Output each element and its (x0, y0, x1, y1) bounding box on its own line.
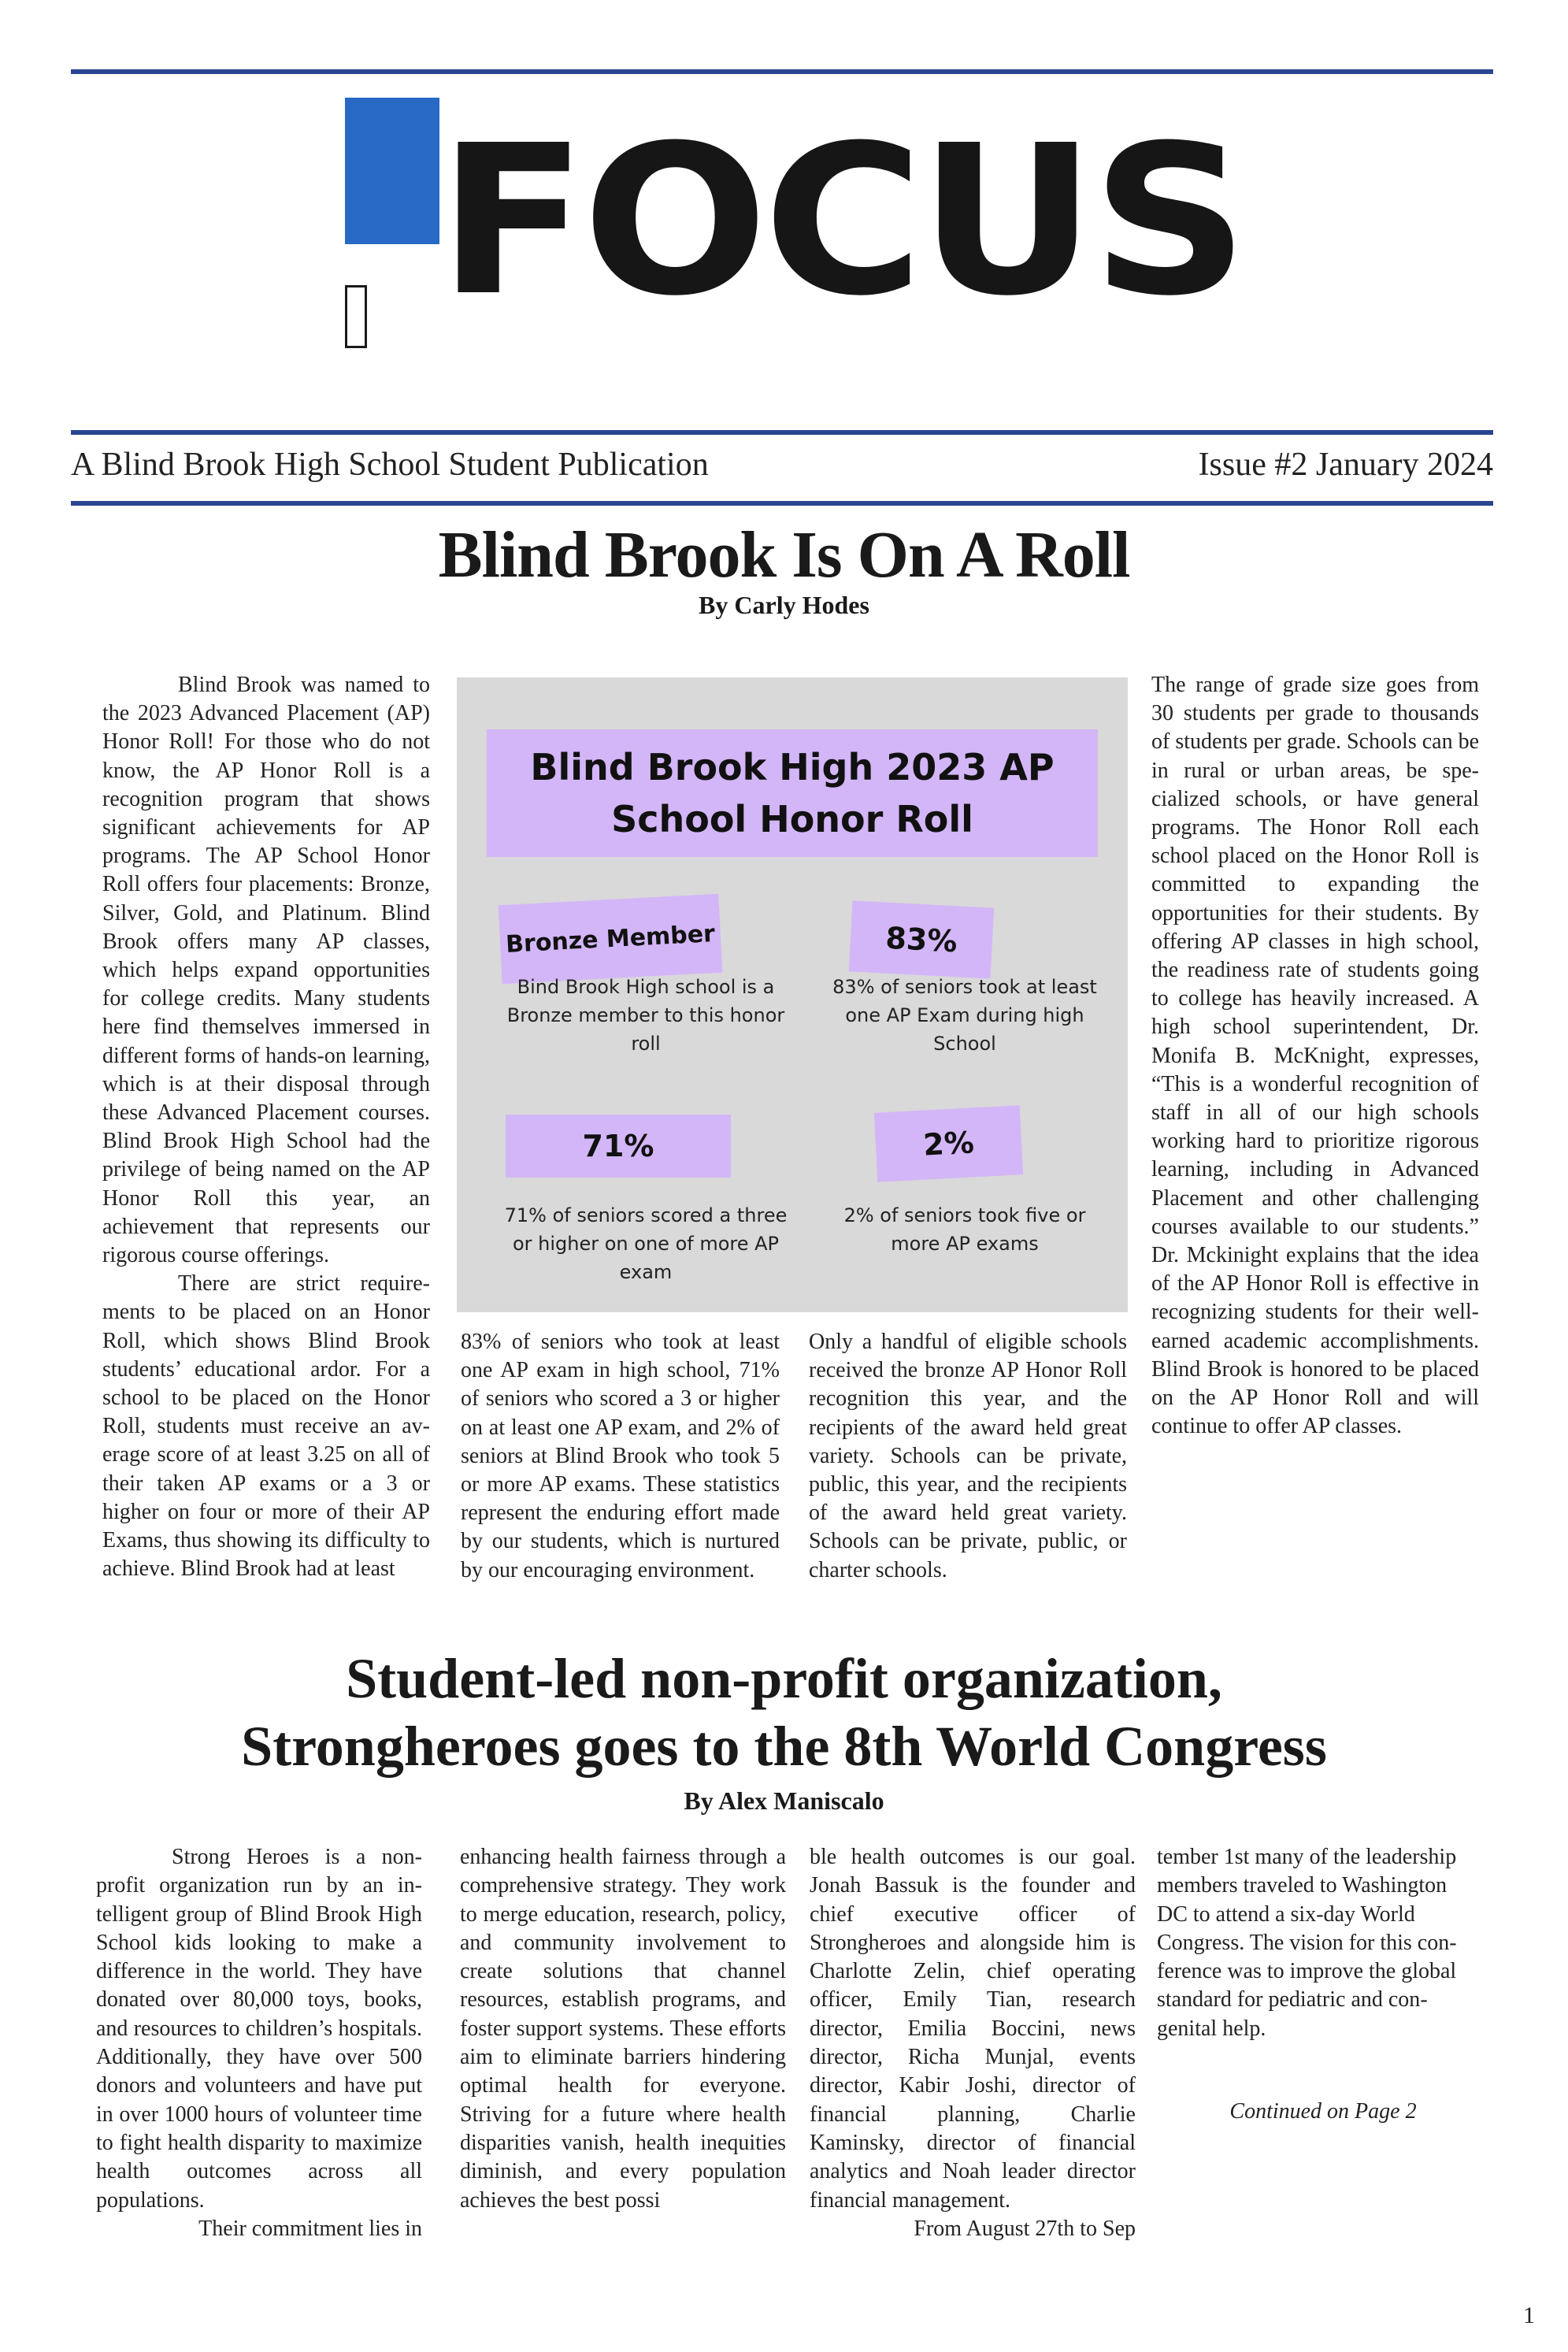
article2-column-3 (810, 1843, 1136, 2243)
article2-paragraph: From August 27th to Sep (914, 2216, 1136, 2241)
article1-paragraph: The range of grade size goes from 30 students per grade to thousands of students per grade. Schools can be in rural or urban areas, be specialized schools, or have general programs. The Honor Roll each school placed on the Honor Roll is committed to expanding the opportunities for their students. By offering AP classes in high school, the readiness rate of students going to college has heavily increased. A high school superintendent, Dr. Monifa B. McKnight, expresses, “This is a wonderful recognition of staff in all of our high schools working hard to prioritize rigorous learning, including in Advanced Placement and other challenging courses available to our students.” Dr. Mckinight explains that the idea of the AP Honor Roll is effective in recognizing students for their well-earned academic accomplishments. Blind Brook is honored to be placed on the AP Honor Roll and will continue to offer AP classes. (1151, 673, 1479, 1439)
article1-column-4 (1151, 671, 1479, 1441)
infographic-title: Blind Brook High 2023 AP School Honor Roll (487, 729, 1098, 857)
article1-byline: By Carly Hodes (699, 591, 869, 619)
article2-headline-line1: Student-led non-profit organization, (346, 1647, 1222, 1710)
masthead-rule-upper (71, 430, 1493, 435)
stat-description: 2% of seniors took five or more AP exams (843, 1204, 1086, 1255)
article2-column-1 (96, 1843, 422, 2243)
masthead-info-bar (71, 441, 1493, 488)
logo-wordmark: FOCUS (438, 101, 1244, 341)
article1-paragraph: Blind Brook was named to the 2023 Advanced Placement (AP) Honor Roll! For those who do not know, the AP Honor Roll is a recognition program that shows significant achievements for AP programs. The AP School Honor Roll offers four placements: Bronze, Silver, Gold, and Platinum. Blind Brook offers many AP classes, which helps expand opportunities for college credits. Many students here find themselves immersed in different forms of hands-on learning, which is at their disposal through these Advanced Placement courses. Blind Brook High School had the privilege of being named on the AP Honor Roll this year, an achievement that represents our rigorous course offerings. (102, 673, 430, 1268)
stat-badge-bronze: Bronze Member (499, 894, 723, 985)
stat-description: Bind Brook High school is a Bronze member to this honor roll (506, 976, 785, 1055)
article2-paragraph: Strong Heroes is a non-profit organization run by an intelligent group of Blind Brook High School kids looking to make a difference in the world. They have donated over 80,000 toys, books, and resources to children’s hospitals. Additionally, they have over 500 donors and volunteers and have put in over 1000 hours of volunteer time to fight health disparity to maximize health outcomes across all populations. (96, 1845, 422, 2213)
masthead-rule-lower (71, 501, 1493, 506)
continued-on-page-link[interactable]: Continued on Page 2 (1229, 2099, 1417, 2124)
logo-blue-square-icon (345, 98, 439, 244)
article2-headline-line2: Strongheroes goes to the 8th World Congress (241, 1715, 1327, 1778)
article2-paragraph: ble health outcomes is our goal. Jonah Bassuk is the founder and chief executive officer of Strongheroes and alongside him is Charlotte Zelin, chief operating officer, Emily Tian, research director, Emilia Boccini, news director, Richa Munjal, events director, Kabir Joshi, director of financial planning, Charlie Kaminsky, director of financial analytics and Noah leader director financial management. (810, 1845, 1136, 2213)
stat-description: 83% of seniors took at least one AP Exam during high School (832, 976, 1097, 1055)
honor-roll-infographic (457, 677, 1128, 1312)
article1-column-3 (809, 1328, 1127, 1585)
article1-paragraph: Only a handful of eligible schools received the bronze AP Honor Roll recognition this year, and the recipients of the award held great variety. Schools can be private, public, this year, and the recipients of the award held great variety. Schools can be private, public, or charter schools. (809, 1330, 1127, 1582)
article1-paragraph: There are strict requirements to be placed on an Honor Roll, which shows Blind Brook students’ educational ardor. For a school to be placed on the Honor Roll, students must receive an average score of at least 3.25 on all of their taken AP exams or a 3 or higher on four or more of their AP Exams, thus showing its difficulty to achieve. Blind Brook had at least (102, 1271, 430, 1582)
top-rule (71, 69, 1493, 74)
stat-description: 71% of seniors scored a three or higher on one of more AP exam (504, 1204, 788, 1283)
logo-outline-square-icon (345, 285, 367, 348)
stat-badge-2: 2% (874, 1105, 1023, 1182)
article2-headline (0, 1645, 1568, 1780)
focus-logo (343, 95, 1244, 362)
article2-column-4 (1157, 1843, 1473, 2043)
article2-paragraph: enhancing health fairness through a comprehensive strategy. They work to merge education, research, policy, and community involvement to create solutions that channel resources, establish programs, and foster support systems. These efforts aim to eliminate barriers hindering optimal health for everyone. Striving for a future where health disparities vanish, health inequities diminish, and every population achieves the best possi (460, 1845, 786, 2213)
article2-paragraph: tember 1st many of the leadership members traveled to Washington DC to attend a six-day World Congress. The vision for this conference was to improve the global standard for pediatric and congenital help. (1157, 1845, 1457, 2041)
stat-badge-71: 71% (506, 1115, 731, 1178)
stat-badge-83: 83% (849, 900, 994, 978)
publication-tagline: A Blind Brook High School Student Publication (71, 447, 709, 483)
page-number: 1 (1523, 2302, 1535, 2328)
article2-byline: By Alex Maniscalo (684, 1786, 884, 1815)
article2-paragraph: Their commitment lies in (198, 2216, 422, 2241)
article1-column-1 (102, 671, 430, 1584)
article1-paragraph: 83% of seniors who took at least one AP exam in high school, 71% of seniors who scored a 3 or higher on at least one AP exam, and 2% of seniors at Blind Brook who took 5 or more AP exams. These statistics represent the enduring effort made by our students, which is nurtured by our encouraging environment. (461, 1330, 780, 1582)
article1-column-2 (461, 1328, 780, 1585)
issue-date: Issue #2 January 2024 (1198, 447, 1493, 483)
article2-column-2 (460, 1843, 786, 2215)
article1-headline: Blind Brook Is On A Roll (438, 518, 1130, 592)
